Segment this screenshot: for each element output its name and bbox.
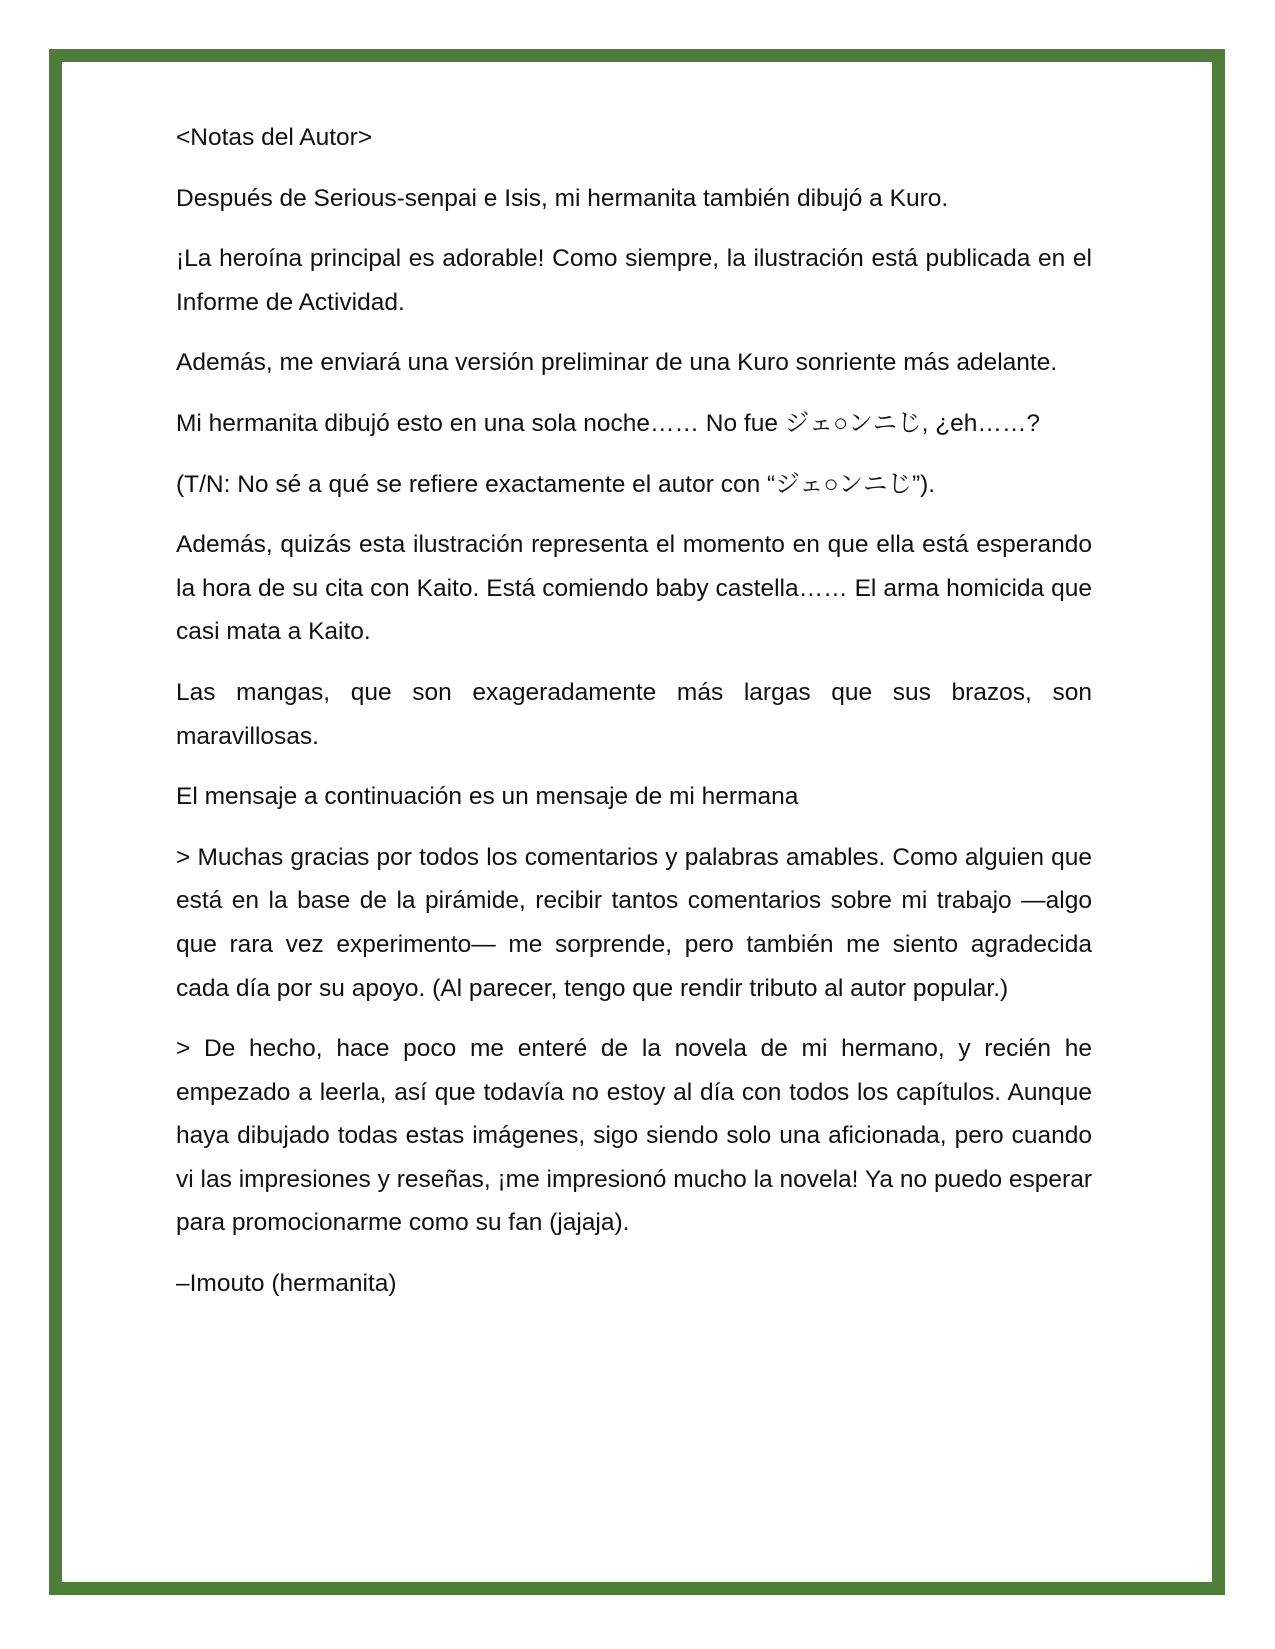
paragraph: Después de Serious-senpai e Isis, mi hermanita también dibujó a Kuro. [176,184,949,212]
paragraph: Además, me enviará una versión preliminar de una Kuro sonriente más adelante. [176,349,1058,377]
quoted-message: > De hecho, hace poco me enteré de la novela de mi hermano, y recién he empezado a leerla, así que todavía no estoy al día con todos los capítulos. Aunque haya dibujado todas estas imágenes, sigo siendo solo una aficionada, pero cuando vi las impresiones y reseñas, ¡me impresionó mucho la novela! Ya no puedo esperar para promocionarme como su fan (jajaja). [176,1035,1092,1237]
translator-note: (T/N: No sé a qué se refiere exactamente el autor con “ジェ○ンニじ”). [176,470,936,498]
paragraph: Las mangas, que son exageradamente más largas que sus brazos, son maravillosas. [176,678,1092,750]
quoted-message: > Muchas gracias por todos los comentarios y palabras amables. Como alguien que está en la base de la pirámide, recibir tantos comentarios sobre mi trabajo —algo que rara vez experimento— me sorprende, pero también me siento agradecida cada día por su apoyo. (Al parecer, tengo que rendir tributo al autor popular.) [176,843,1092,1002]
document-body [176,116,1092,1323]
paragraph: Mi hermanita dibujó esto en una sola noche…… No fue ジェ○ンニじ, ¿eh……? [176,409,1041,437]
paragraph: Además, quizás esta ilustración representa el momento en que ella está esperando la hora de su cita con Kaito. Está comiendo baby castella…… El arma homicida que casi mata a Kaito. [176,531,1092,646]
paragraph: ¡La heroína principal es adorable! Como siempre, la ilustración está publicada en el Informe de Actividad. [176,245,1092,316]
section-heading: <Notas del Autor> [176,124,373,151]
paragraph: El mensaje a continuación es un mensaje de mi hermana [176,783,799,811]
signature-line: –Imouto (hermanita) [176,1270,397,1298]
